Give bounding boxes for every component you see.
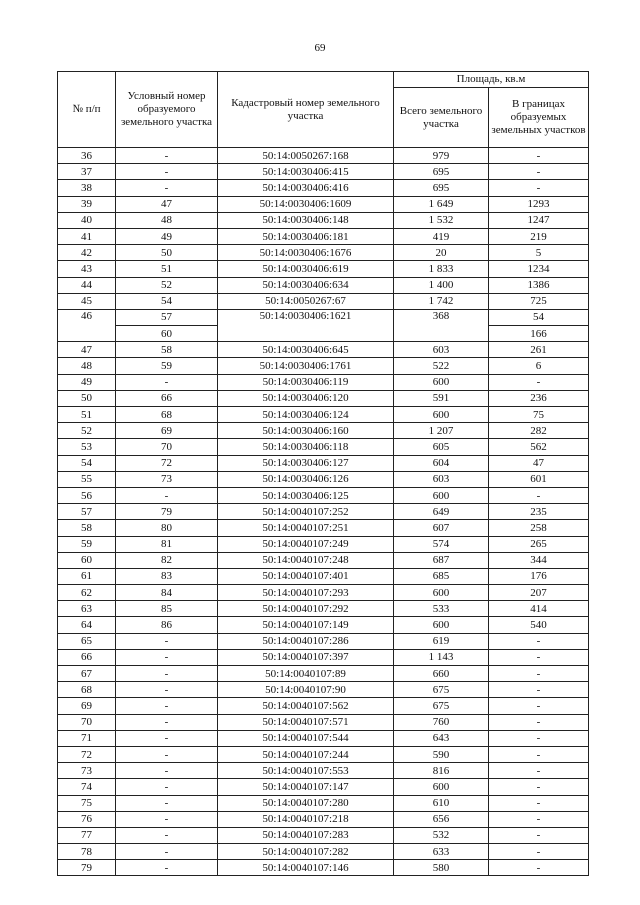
table-row <box>58 730 589 746</box>
cell-num: 55 <box>58 471 116 487</box>
cell-conditional-number: - <box>116 844 218 860</box>
table-row <box>58 261 589 277</box>
cell-num: 46 <box>58 309 116 341</box>
table-row <box>58 601 589 617</box>
cell-conditional-number: 66 <box>116 390 218 406</box>
cell-conditional-number: 79 <box>116 504 218 520</box>
cell-conditional-number: 86 <box>116 617 218 633</box>
table-body <box>58 148 589 876</box>
cell-cadastral-number: 50:14:0040107:90 <box>218 682 394 698</box>
cell-conditional-number: 84 <box>116 585 218 601</box>
cell-num: 73 <box>58 763 116 779</box>
cell-cadastral-number: 50:14:0030406:619 <box>218 261 394 277</box>
table-row <box>58 374 589 390</box>
table-row <box>58 585 589 601</box>
cell-area-within: - <box>489 844 589 860</box>
cell-area-within: - <box>489 795 589 811</box>
cell-area-total: 643 <box>394 730 489 746</box>
cell-area-total: 1 833 <box>394 261 489 277</box>
cell-conditional-number: 58 <box>116 342 218 358</box>
cell-area-within: 219 <box>489 228 589 244</box>
table-row <box>58 293 589 309</box>
cell-area-total: 522 <box>394 358 489 374</box>
cell-conditional-number: - <box>116 714 218 730</box>
cell-area-within: 1293 <box>489 196 589 212</box>
cell-cadastral-number: 50:14:0040107:146 <box>218 860 394 876</box>
cell-area-total: 660 <box>394 666 489 682</box>
table-row <box>58 520 589 536</box>
cell-num: 72 <box>58 746 116 762</box>
cell-num: 75 <box>58 795 116 811</box>
cell-conditional-number: - <box>116 164 218 180</box>
cell-cadastral-number: 50:14:0040107:292 <box>218 601 394 617</box>
cell-area-total: 1 143 <box>394 649 489 665</box>
cell-conditional-number: - <box>116 487 218 503</box>
table-row <box>58 763 589 779</box>
cell-conditional-number: - <box>116 779 218 795</box>
cell-cadastral-number: 50:14:0040107:562 <box>218 698 394 714</box>
cell-cadastral-number: 50:14:0040107:280 <box>218 795 394 811</box>
table-row <box>58 212 589 228</box>
cell-area-within: - <box>489 633 589 649</box>
table-row <box>58 811 589 827</box>
cell-area-total: 580 <box>394 860 489 876</box>
cell-cadastral-number: 50:14:0030406:125 <box>218 487 394 503</box>
cell-conditional-number: - <box>116 374 218 390</box>
table-row <box>58 568 589 584</box>
table-row <box>58 390 589 406</box>
table-row <box>58 245 589 261</box>
cell-cadastral-number: 50:14:0050267:168 <box>218 148 394 164</box>
cell-num: 37 <box>58 164 116 180</box>
cell-num: 42 <box>58 245 116 261</box>
cell-num: 58 <box>58 520 116 536</box>
cell-area-within: - <box>489 779 589 795</box>
cell-cadastral-number: 50:14:0030406:126 <box>218 471 394 487</box>
cell-conditional-number: 83 <box>116 568 218 584</box>
page-number: 69 <box>314 42 326 54</box>
cell-area-within: - <box>489 860 589 876</box>
cell-area-total: 532 <box>394 827 489 843</box>
cell-area-total: 1 649 <box>394 196 489 212</box>
cell-cadastral-number: 50:14:0040107:401 <box>218 568 394 584</box>
cell-num: 69 <box>58 698 116 714</box>
cell-conditional-number: - <box>116 811 218 827</box>
cell-conditional-number: 57 <box>116 309 218 325</box>
cell-area-total: 368 <box>394 309 489 341</box>
cell-area-total: 600 <box>394 487 489 503</box>
cell-area-within: - <box>489 180 589 196</box>
cell-conditional-number: 48 <box>116 212 218 228</box>
cell-area-within: - <box>489 666 589 682</box>
header-conditional-number: Условный номер образуемого земельного участка <box>116 72 218 148</box>
cell-num: 61 <box>58 568 116 584</box>
table-row <box>58 844 589 860</box>
cell-area-total: 600 <box>394 374 489 390</box>
cell-area-total: 604 <box>394 455 489 471</box>
cell-conditional-number: 49 <box>116 228 218 244</box>
cell-cadastral-number: 50:14:0030406:645 <box>218 342 394 358</box>
cell-area-total: 687 <box>394 552 489 568</box>
table-row <box>58 633 589 649</box>
cell-conditional-number: 50 <box>116 245 218 261</box>
table-row <box>58 714 589 730</box>
cell-cadastral-number: 50:14:0030406:1621 <box>218 309 394 341</box>
cell-conditional-number: - <box>116 180 218 196</box>
table-row <box>58 779 589 795</box>
cell-num: 77 <box>58 827 116 843</box>
cell-area-total: 591 <box>394 390 489 406</box>
cell-cadastral-number: 50:14:0040107:252 <box>218 504 394 520</box>
cell-num: 62 <box>58 585 116 601</box>
cell-cadastral-number: 50:14:0030406:148 <box>218 212 394 228</box>
cell-area-within: 236 <box>489 390 589 406</box>
cell-area-total: 675 <box>394 698 489 714</box>
cell-cadastral-number: 50:14:0040107:249 <box>218 536 394 552</box>
cell-num: 60 <box>58 552 116 568</box>
cell-area-within: - <box>489 148 589 164</box>
cell-conditional-number: - <box>116 746 218 762</box>
cell-area-within: 265 <box>489 536 589 552</box>
cell-conditional-number: 68 <box>116 407 218 423</box>
cell-area-within: 562 <box>489 439 589 455</box>
cell-area-within: 261 <box>489 342 589 358</box>
cell-area-total: 607 <box>394 520 489 536</box>
table-row <box>58 860 589 876</box>
cell-cadastral-number: 50:14:0040107:397 <box>218 649 394 665</box>
cell-num: 39 <box>58 196 116 212</box>
header-area: Площадь, кв.м <box>394 72 589 88</box>
cell-num: 47 <box>58 342 116 358</box>
cell-cadastral-number: 50:14:0040107:218 <box>218 811 394 827</box>
cell-area-within: 344 <box>489 552 589 568</box>
cell-num: 67 <box>58 666 116 682</box>
cell-area-within: 1386 <box>489 277 589 293</box>
cell-conditional-number: - <box>116 860 218 876</box>
cell-cadastral-number: 50:14:0050267:67 <box>218 293 394 309</box>
table-row <box>58 180 589 196</box>
cell-conditional-number: - <box>116 649 218 665</box>
cell-cadastral-number: 50:14:0040107:248 <box>218 552 394 568</box>
cell-num: 41 <box>58 228 116 244</box>
cell-cadastral-number: 50:14:0040107:149 <box>218 617 394 633</box>
cell-cadastral-number: 50:14:0030406:127 <box>218 455 394 471</box>
cell-area-total: 603 <box>394 342 489 358</box>
header-cadastral-number: Кадастровый номер земельного участка <box>218 72 394 148</box>
cell-cadastral-number: 50:14:0040107:571 <box>218 714 394 730</box>
table-row <box>58 148 589 164</box>
cell-cadastral-number: 50:14:0030406:124 <box>218 407 394 423</box>
cell-num: 70 <box>58 714 116 730</box>
cell-num: 51 <box>58 407 116 423</box>
cell-conditional-number: - <box>116 763 218 779</box>
cell-area-within: 176 <box>489 568 589 584</box>
cell-cadastral-number: 50:14:0030406:1761 <box>218 358 394 374</box>
cell-cadastral-number: 50:14:0030406:181 <box>218 228 394 244</box>
cell-area-total: 695 <box>394 164 489 180</box>
cell-num: 54 <box>58 455 116 471</box>
cell-area-total: 1 742 <box>394 293 489 309</box>
cell-area-total: 685 <box>394 568 489 584</box>
cell-area-total: 603 <box>394 471 489 487</box>
cell-area-total: 1 207 <box>394 423 489 439</box>
table-row <box>58 407 589 423</box>
cell-area-total: 649 <box>394 504 489 520</box>
cell-cadastral-number: 50:14:0040107:286 <box>218 633 394 649</box>
cell-area-total: 695 <box>394 180 489 196</box>
cell-area-total: 605 <box>394 439 489 455</box>
cell-area-within: - <box>489 730 589 746</box>
cell-area-total: 816 <box>394 763 489 779</box>
cell-num: 49 <box>58 374 116 390</box>
cell-area-within: 47 <box>489 455 589 471</box>
cell-cadastral-number: 50:14:0030406:119 <box>218 374 394 390</box>
table-row <box>58 746 589 762</box>
cell-num: 45 <box>58 293 116 309</box>
land-plots-table <box>57 71 589 876</box>
table-row <box>58 309 589 325</box>
table-row <box>58 423 589 439</box>
cell-area-within: - <box>489 164 589 180</box>
cell-conditional-number: 82 <box>116 552 218 568</box>
cell-area-total: 760 <box>394 714 489 730</box>
cell-num: 68 <box>58 682 116 698</box>
cell-area-within: - <box>489 811 589 827</box>
cell-area-total: 979 <box>394 148 489 164</box>
table-row <box>58 228 589 244</box>
cell-area-within: 1247 <box>489 212 589 228</box>
cell-conditional-number: 47 <box>116 196 218 212</box>
cell-area-total: 600 <box>394 585 489 601</box>
cell-num: 78 <box>58 844 116 860</box>
table-row <box>58 552 589 568</box>
cell-area-total: 574 <box>394 536 489 552</box>
cell-conditional-number: 85 <box>116 601 218 617</box>
cell-num: 57 <box>58 504 116 520</box>
cell-area-within: 1234 <box>489 261 589 277</box>
table-row <box>58 358 589 374</box>
cell-conditional-number: 80 <box>116 520 218 536</box>
cell-num: 50 <box>58 390 116 406</box>
table-row <box>58 795 589 811</box>
table-row <box>58 471 589 487</box>
cell-conditional-number: 59 <box>116 358 218 374</box>
cell-num: 44 <box>58 277 116 293</box>
cell-area-within: 75 <box>489 407 589 423</box>
table-row <box>58 536 589 552</box>
cell-conditional-number: - <box>116 682 218 698</box>
table-header <box>58 72 589 148</box>
cell-area-within: 235 <box>489 504 589 520</box>
cell-cadastral-number: 50:14:0040107:251 <box>218 520 394 536</box>
cell-conditional-number: - <box>116 827 218 843</box>
cell-conditional-number: 70 <box>116 439 218 455</box>
cell-cadastral-number: 50:14:0030406:416 <box>218 180 394 196</box>
cell-conditional-number: - <box>116 698 218 714</box>
cell-area-total: 419 <box>394 228 489 244</box>
cell-conditional-number: 72 <box>116 455 218 471</box>
table-row <box>58 342 589 358</box>
cell-num: 40 <box>58 212 116 228</box>
cell-cadastral-number: 50:14:0040107:244 <box>218 746 394 762</box>
cell-num: 71 <box>58 730 116 746</box>
cell-num: 66 <box>58 649 116 665</box>
cell-num: 59 <box>58 536 116 552</box>
cell-area-within: - <box>489 698 589 714</box>
cell-area-within: - <box>489 487 589 503</box>
cell-area-within: 166 <box>489 326 589 342</box>
cell-num: 56 <box>58 487 116 503</box>
cell-num: 43 <box>58 261 116 277</box>
cell-conditional-number: 60 <box>116 326 218 342</box>
cell-area-within: - <box>489 682 589 698</box>
cell-area-total: 20 <box>394 245 489 261</box>
cell-area-within: - <box>489 649 589 665</box>
cell-conditional-number: 81 <box>116 536 218 552</box>
cell-area-total: 600 <box>394 407 489 423</box>
cell-cadastral-number: 50:14:0030406:1676 <box>218 245 394 261</box>
cell-conditional-number: 51 <box>116 261 218 277</box>
cell-area-within: 540 <box>489 617 589 633</box>
cell-area-within: - <box>489 746 589 762</box>
cell-num: 48 <box>58 358 116 374</box>
cell-num: 74 <box>58 779 116 795</box>
cell-area-within: 258 <box>489 520 589 536</box>
cell-conditional-number: 54 <box>116 293 218 309</box>
cell-conditional-number: - <box>116 795 218 811</box>
cell-area-within: 414 <box>489 601 589 617</box>
cell-cadastral-number: 50:14:0030406:634 <box>218 277 394 293</box>
cell-area-within: 6 <box>489 358 589 374</box>
table-row <box>58 277 589 293</box>
cell-area-within: 54 <box>489 309 589 325</box>
cell-area-within: - <box>489 827 589 843</box>
cell-area-total: 1 532 <box>394 212 489 228</box>
cell-cadastral-number: 50:14:0030406:1609 <box>218 196 394 212</box>
cell-area-within: - <box>489 714 589 730</box>
header-area-within: В границах образуемых земельных участков <box>489 88 589 148</box>
cell-area-within: - <box>489 763 589 779</box>
cell-area-total: 610 <box>394 795 489 811</box>
table-row <box>58 487 589 503</box>
cell-area-within: 207 <box>489 585 589 601</box>
cell-conditional-number: 69 <box>116 423 218 439</box>
cell-num: 63 <box>58 601 116 617</box>
cell-num: 52 <box>58 423 116 439</box>
cell-cadastral-number: 50:14:0040107:544 <box>218 730 394 746</box>
cell-area-total: 600 <box>394 617 489 633</box>
cell-area-within: 725 <box>489 293 589 309</box>
cell-num: 76 <box>58 811 116 827</box>
cell-num: 53 <box>58 439 116 455</box>
table-row <box>58 827 589 843</box>
header-area-total: Всего земельного участка <box>394 88 489 148</box>
table-row <box>58 504 589 520</box>
cell-cadastral-number: 50:14:0030406:120 <box>218 390 394 406</box>
cell-conditional-number: 52 <box>116 277 218 293</box>
cell-cadastral-number: 50:14:0040107:553 <box>218 763 394 779</box>
header-num: № п/п <box>58 72 116 148</box>
cell-conditional-number: 73 <box>116 471 218 487</box>
cell-conditional-number: - <box>116 730 218 746</box>
table-row <box>58 666 589 682</box>
cell-conditional-number: - <box>116 148 218 164</box>
cell-cadastral-number: 50:14:0040107:89 <box>218 666 394 682</box>
cell-cadastral-number: 50:14:0030406:415 <box>218 164 394 180</box>
table-row <box>58 196 589 212</box>
cell-cadastral-number: 50:14:0030406:160 <box>218 423 394 439</box>
cell-area-within: 282 <box>489 423 589 439</box>
cell-area-within: 5 <box>489 245 589 261</box>
cell-area-total: 600 <box>394 779 489 795</box>
cell-cadastral-number: 50:14:0040107:282 <box>218 844 394 860</box>
cell-conditional-number: - <box>116 666 218 682</box>
cell-area-total: 656 <box>394 811 489 827</box>
cell-area-total: 633 <box>394 844 489 860</box>
table-row <box>58 439 589 455</box>
cell-num: 64 <box>58 617 116 633</box>
table-row <box>58 164 589 180</box>
table-row <box>58 617 589 633</box>
cell-conditional-number: - <box>116 633 218 649</box>
cell-area-total: 675 <box>394 682 489 698</box>
cell-area-total: 533 <box>394 601 489 617</box>
cell-area-total: 1 400 <box>394 277 489 293</box>
cell-cadastral-number: 50:14:0030406:118 <box>218 439 394 455</box>
cell-area-total: 619 <box>394 633 489 649</box>
cell-area-total: 590 <box>394 746 489 762</box>
cell-area-within: 601 <box>489 471 589 487</box>
table-row <box>58 698 589 714</box>
cell-num: 38 <box>58 180 116 196</box>
table-row <box>58 682 589 698</box>
cell-cadastral-number: 50:14:0040107:147 <box>218 779 394 795</box>
cell-cadastral-number: 50:14:0040107:293 <box>218 585 394 601</box>
cell-cadastral-number: 50:14:0040107:283 <box>218 827 394 843</box>
cell-num: 79 <box>58 860 116 876</box>
cell-num: 65 <box>58 633 116 649</box>
table-row <box>58 649 589 665</box>
table-row <box>58 455 589 471</box>
cell-num: 36 <box>58 148 116 164</box>
cell-area-within: - <box>489 374 589 390</box>
